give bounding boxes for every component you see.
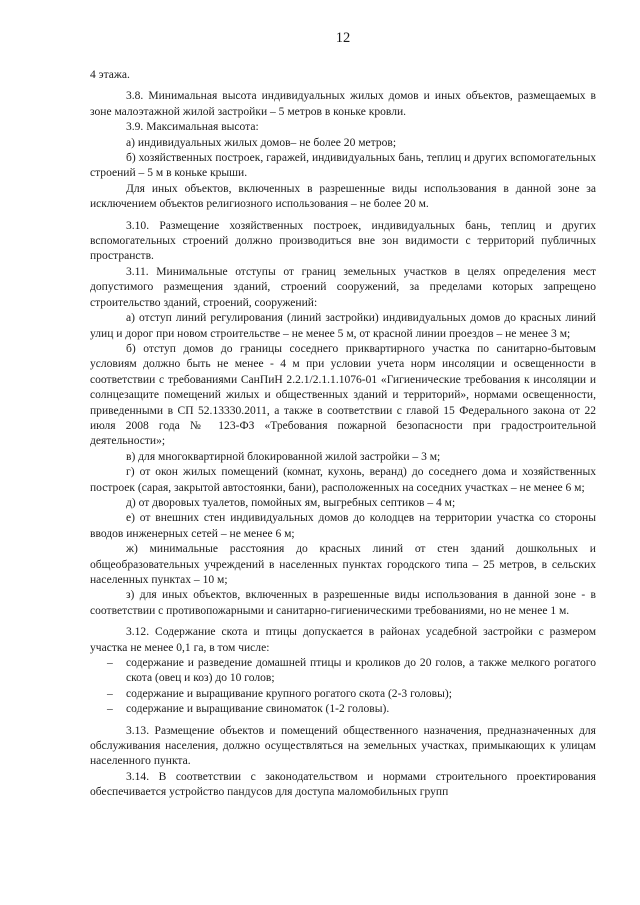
paragraph: ж) минимальные расстояния до красных линий от стен зданий дошкольных и общеобразовательных учреждений в населенных пунктах городского типа – 25 метров, в сельских населенных пунктах – 10 м; [90,543,596,586]
bullet-list [90,656,596,718]
list-item-text: содержание и разведение домашней птицы и кроликов до 20 голов, а также мелкого рогатого скота (овец и коз) до 10 голов; [126,657,596,685]
list-item [90,702,596,717]
bullet-marker: – [107,657,113,670]
page-number: 12 [335,30,351,46]
document-page [90,30,596,801]
list-item [90,656,596,687]
paragraph: Для иных объектов, включенных в разрешенные виды использования в данной зоне за исключением объектов религиозного использования – не более 20 м. [90,182,596,211]
paragraph: в) для многоквартирной блокированной жилой застройки – 3 м; [126,450,441,463]
paragraph: б) отступ домов до границы соседнего приквартирного участка по санитарно-бытовым условиям должно быть не менее - 4 м при условии учета норм инсоляции и освещенности в соответствии с требованиями СанПиН 2.2.1/2.1.1.1076-01 «Гигиенические требования к инсоляции и солнцезащите помещений жилых и общественных зданий и территорий», нормами освещенности, приведенными в СП 52.13330.2011, а также в соответствии с главой 15 Федерального закона от 22 июля 2008 года № 123-ФЗ «Требования пожарной безопасности при градостроительной деятельности»; [90,342,596,448]
paragraph: 3.12. Содержание скота и птицы допускается в районах усадебной застройки с размером участка не менее 0,1 га, в том числе: [90,626,596,654]
paragraph: 3.8. Минимальная высота индивидуальных жилых домов и иных объектов, размещаемых в зоне малоэтажной жилой застройки – 5 метров в коньке кровли. [90,90,596,118]
paragraph: 4 этажа. [90,69,130,81]
list-item-text: содержание и выращивание свиноматок (1-2 головы). [126,703,390,716]
document-body [90,68,596,656]
paragraph: б) хозяйственных построек, гаражей, индивидуальных бань, теплиц и других вспомогательных строений – 5 м в коньке крыши. [90,152,596,180]
paragraph: 3.13. Размещение объектов и помещений общественного назначения, предназначенных для обслуживания населения, должно осуществляться на земельных участках, примыкающих к улицам населенного пункта. [90,724,596,768]
paragraph: 3.14. В соответствии с законодательством и нормами строительного проектирования обеспечивается устройство пандусов для доступа маломобильных групп [90,770,596,799]
paragraph: з) для иных объектов, включенных в разрешенные виды использования в данной зоне - в соответствии с противопожарными и санитарно-гигиеническими требованиями, но не менее 1 м. [90,589,596,617]
list-item [90,687,596,702]
paragraph: е) от внешних стен индивидуальных домов до колодцев на территории участка со стороны вводов инженерных сетей – не менее 6 м; [90,512,596,540]
bullet-marker: – [107,703,113,716]
paragraph: д) от дворовых туалетов, помойных ям, выгребных септиков – 4 м; [126,496,456,509]
paragraph: 3.9. Максимальная высота: [126,121,259,134]
paragraph: 3.10. Размещение хозяйственных построек, индивидуальных бань, теплиц и других вспомогательных строений должно производиться вне зон видимости с территорий публичных пространств. [90,219,596,263]
paragraph: а) отступ линий регулирования (линий застройки) индивидуальных домов до красных линий улиц и дорог при новом строительстве – не менее 5 м, от красной линии проездов – не менее 3 м; [90,312,596,340]
list-item-text: содержание и выращивание крупного рогатого скота (2-3 головы); [126,687,452,700]
paragraph: г) от окон жилых помещений (комнат, кухонь, веранд) до соседнего дома и хозяйственных построек (сарая, закрытой автостоянки, бани), расположенных на соседних участках – не менее 6 м; [90,466,596,494]
bullet-marker: – [107,687,113,700]
paragraph: а) индивидуальных жилых домов– не более 20 метров; [126,136,397,149]
paragraph: 3.11. Минимальные отступы от границ земельных участков в целях определения мест допустимого размещения зданий, строений сооружений, за пределами которых запрещено строительство зданий, строений, сооружений: [90,265,596,309]
document-body-continued [90,724,596,801]
